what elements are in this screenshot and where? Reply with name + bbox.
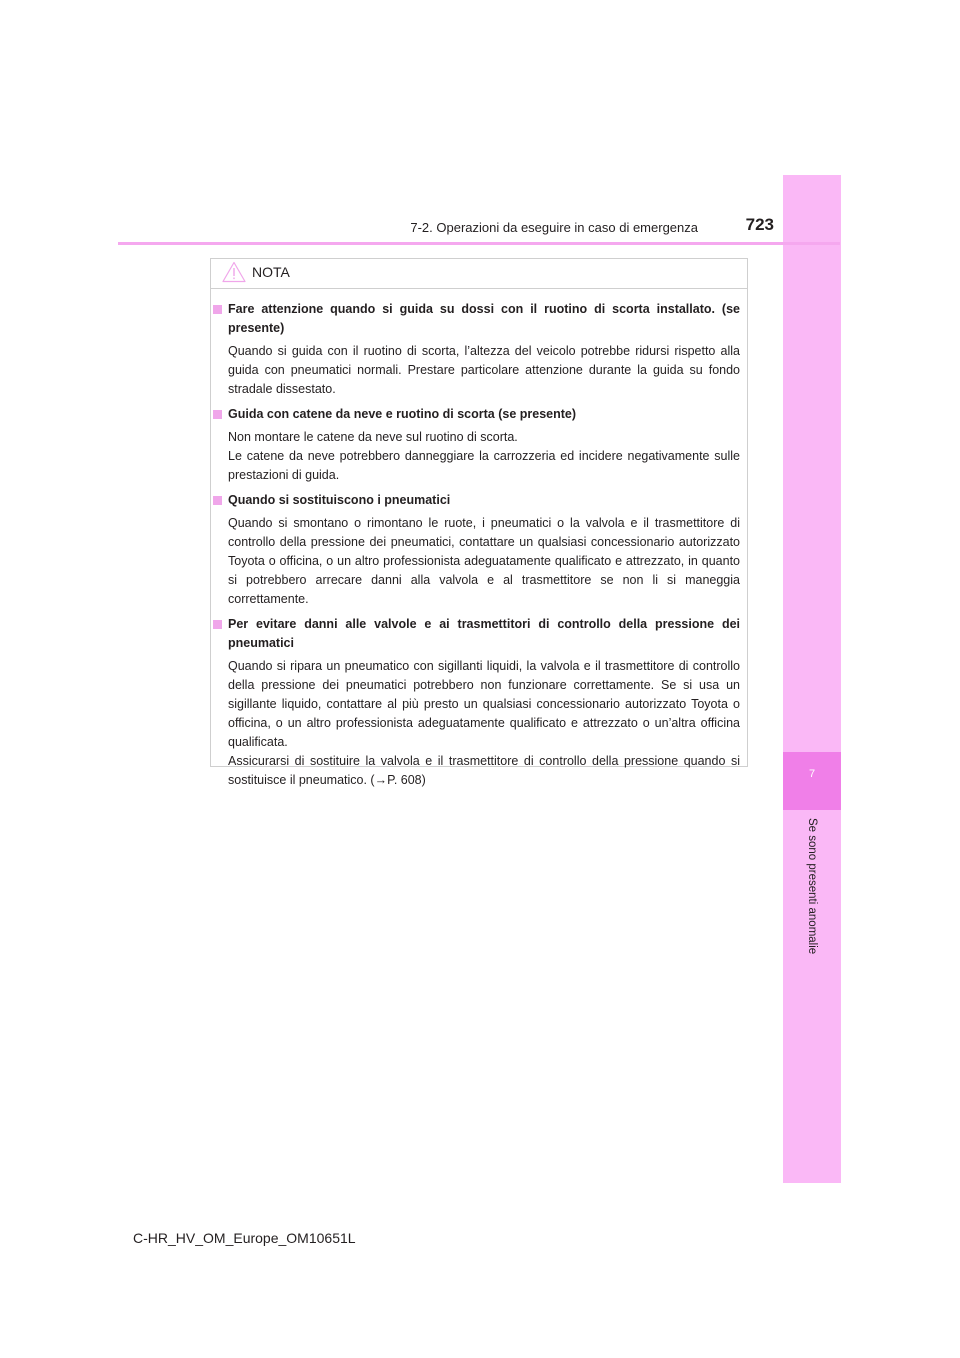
page-number: 723 — [745, 215, 774, 234]
notice-item — [213, 405, 740, 485]
square-bullet-icon — [213, 410, 222, 419]
notice-item-text: Quando si ripara un pneumatico con sigillanti liquidi, la valvola e il trasmettitore di controllo della pressione dei pneumatici potrebbero non funzionare correttamente. Se si usa un sigillante liquido, contattare al più presto un qualsiasi concessionario autorizzato Toyota o officina, o un altro professionista adeguatamente qualificato e attrezzato o un’altra officina qualificata. — [228, 659, 740, 749]
notice-item-title: Quando si sostituiscono i pneumatici — [228, 493, 451, 507]
notice-item-text: Quando si smontano o rimontano le ruote, i pneumatici o la valvola e il trasmettitore di controllo della pressione dei pneumatici, contattare un qualsiasi concessionario autorizzato Toyota o officina, o un altro professionista adeguatamente qualificato e attrezzato, in quanto si potrebbero arrecare danni alla valvola e al trasmettitore se non li si maneggia correttamente. — [228, 516, 740, 606]
notice-item-text: Le catene da neve potrebbero danneggiare la carrozzeria ed incidere negativamente sulle prestazioni di guida. — [228, 449, 740, 482]
notice-item — [213, 491, 740, 609]
notice-content — [213, 300, 740, 796]
notice-item-text: Quando si guida con il ruotino di scorta, l’altezza del veicolo potrebbe ridursi rispetto alla guida con pneumatici normali. Prestare particolare attenzione durante la guida su fondo stradale dissestato. — [228, 344, 740, 396]
notice-item-text: Assicurarsi di sostituire la valvola e il trasmettitore di controllo della pressione quando si sostituisce il pneumatico. (→P. 608) — [228, 754, 740, 787]
notice-title: NOTA — [252, 264, 290, 280]
side-chapter-tab — [783, 175, 841, 1183]
notice-item-text: Non montare le catene da neve sul ruotino di scorta. — [228, 430, 518, 444]
warning-triangle-icon — [222, 261, 246, 283]
notice-item-title: Guida con catene da neve e ruotino di scorta (se presente) — [228, 407, 577, 421]
notice-item-title: Fare attenzione quando si guida su dossi con il ruotino di scorta installato. (se presente) — [228, 302, 740, 335]
footer-document-code: C-HR_HV_OM_Europe_OM10651L — [133, 1230, 356, 1246]
notice-item — [213, 300, 740, 399]
square-bullet-icon — [213, 305, 222, 314]
side-chapter-number: 7 — [808, 768, 816, 780]
square-bullet-icon — [213, 620, 222, 629]
side-chapter-number-block — [783, 752, 841, 810]
notice-divider — [211, 288, 747, 289]
notice-item-title: Per evitare danni alle valvole e ai trasmettitori di controllo della pressione dei pneumatici — [228, 617, 740, 650]
notice-header — [222, 259, 290, 285]
header-rule — [118, 242, 840, 245]
side-chapter-label: Se sono presenti anomalie — [806, 818, 818, 955]
notice-item — [213, 615, 740, 790]
header-section-title: 7-2. Operazioni da eseguire in caso di emergenza — [410, 220, 698, 235]
square-bullet-icon — [213, 496, 222, 505]
